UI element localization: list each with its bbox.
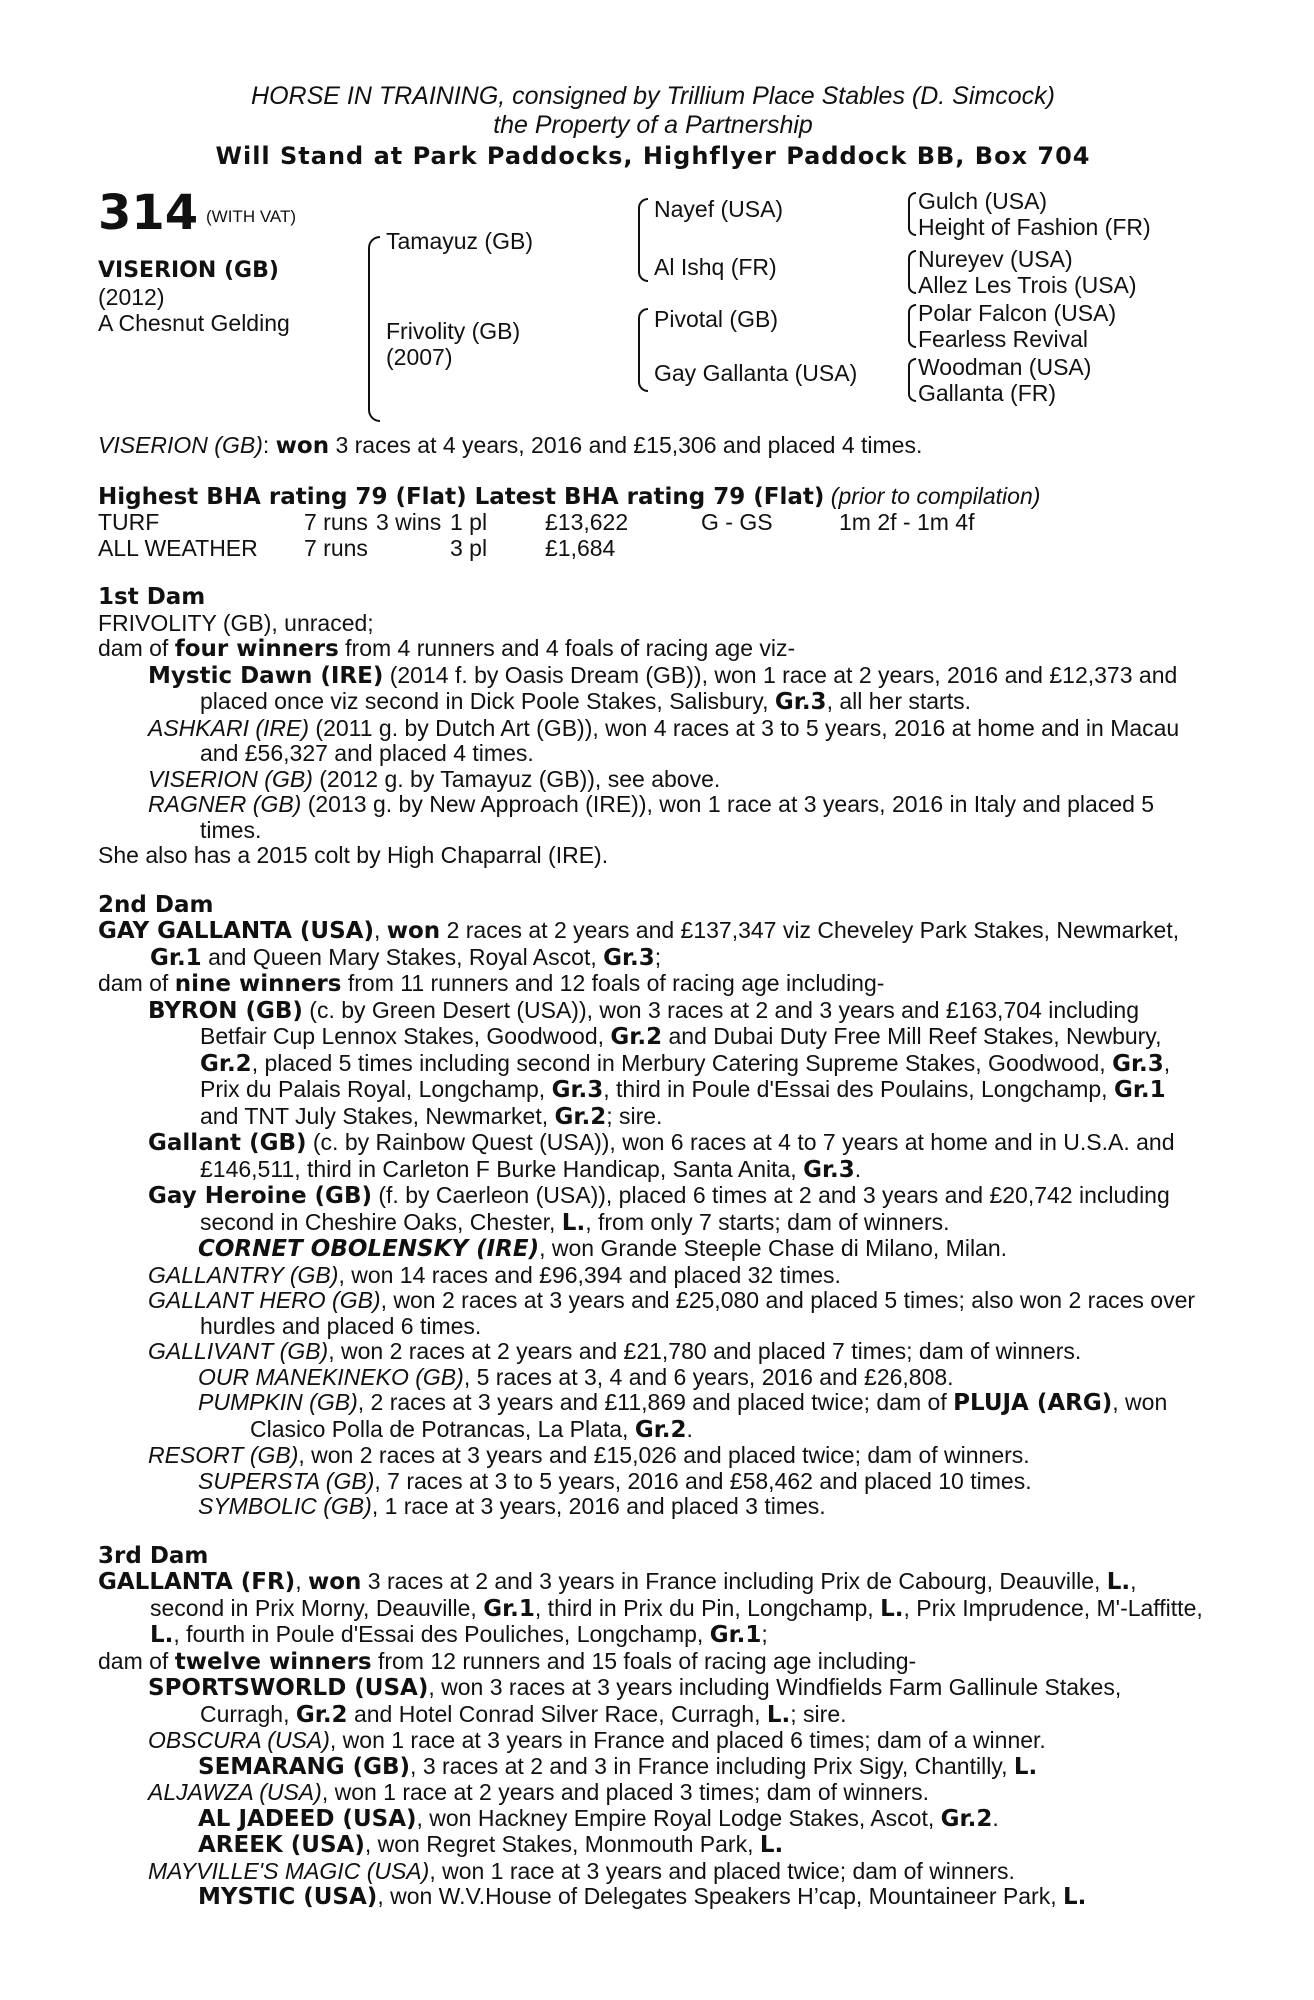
stats-row-aw: ALL WEATHER 7 runs 3 pl £1,684	[98, 534, 616, 561]
dam-name: Frivolity (GB)	[386, 318, 521, 344]
produce-gallant-hero: GALLANT HERO (GB), won 2 races at 3 years and £25,080 and placed 5 times; also won 2 races over hurdles and placed 6 times.	[148, 1287, 1196, 1339]
produce-ashkari: ASHKARI (IRE) (2011 g. by Dutch Art (GB)), won 4 races at 3 to 5 years, 2016 at home and in Macau and £56,327 and placed 4 times.	[148, 714, 1180, 766]
dam-dam-sire: Woodman (USA)	[918, 354, 1092, 380]
produce-gay-heroine: Gay Heroine (GB) (f. by Caerleon (USA)), placed 6 times at 2 and 3 years and £20,742 including second in Cheshire Oaks, Chester, L., from only 7 starts; dam of winners.	[148, 1182, 1170, 1236]
property-line: the Property of a Partnership	[493, 111, 813, 139]
horse-name: VISERION (GB)	[98, 258, 279, 283]
dam-dam: Gay Gallanta (USA)	[654, 360, 858, 386]
pedigree-block	[98, 185, 1208, 433]
stats-row-turf: TURF 7 runs 3 wins 1 pl £13,622 G - GS 1m 2f - 1m 4f	[98, 509, 975, 535]
summary-line: VISERION (GB): won 3 races at 4 years, 2016 and £15,306 and placed 4 times.	[98, 432, 923, 459]
produce-obscura: OBSCURA (USA), won 1 race at 3 years in France and placed 6 times; dam of a winner.	[148, 1727, 1046, 1753]
produce-byron: BYRON (GB) (c. by Green Desert (USA)), won 3 races at 2 and 3 years and £163,704 including Betfair Cup Lennox Stakes, Goodwood, Gr.2 and Dubai Duty Free Mill Reef Stakes, Newbury, Gr.2, placed 5 times including second in Merbury Catering Supreme Stakes, Goodwood, Gr.3, Prix du Palais Royal, Longchamp, Gr.3, third in Poule d'Essai des Poulains, Longchamp, Gr.1 and TNT July Stakes, Newmarket, Gr.2; sire.	[148, 996, 1171, 1130]
brace-ds	[908, 304, 916, 348]
consignor-line: HORSE IN TRAINING, consigned by Trillium Place Stables (D. Simcock)	[251, 82, 1055, 110]
second-dam-record: GAY GALLANTA (USA), won 2 races at 2 years and £137,347 viz Cheveley Park Stakes, Newmarket, Gr.1 and Queen Mary Stakes, Royal Ascot, Gr.3;	[98, 917, 1180, 971]
produce-mystic: MYSTIC (USA), won W.V.House of Delegates Speakers H’cap, Mountaineer Park, L.	[198, 1883, 1087, 1910]
sire-dam: Al Ishq (FR)	[654, 254, 777, 280]
first-dam-produce: dam of four winners from 4 runners and 4 foals of racing age viz-	[98, 635, 796, 662]
foaling-year: (2012)	[98, 284, 165, 310]
third-dam-heading: 3rd Dam	[98, 1542, 209, 1569]
produce-our-manekineko: OUR MANEKINEKO (GB), 5 races at 3, 4 and 6 years, 2016 and £26,808.	[198, 1363, 954, 1390]
produce-areek: AREEK (USA), won Regret Stakes, Monmouth Park, L.	[198, 1831, 784, 1858]
produce-pumpkin: PUMPKIN (GB), 2 races at 3 years and £11,869 and placed twice; dam of PLUJA (ARG), won Clasico Polla de Potrancas, La Plata, Gr.2.	[198, 1389, 1168, 1443]
produce-gallantry: GALLANTRY (GB), won 14 races and £96,394 and placed 32 times.	[148, 1261, 841, 1288]
sire-sire: Nayef (USA)	[654, 196, 784, 222]
sire-dam-sire: Nureyev (USA)	[918, 246, 1073, 272]
vat-label: (WITH VAT)	[206, 207, 297, 226]
sire-sire-sire: Gulch (USA)	[918, 188, 1048, 214]
rating-line: Highest BHA rating 79 (Flat) Latest BHA rating 79 (Flat) (prior to compilation)	[98, 482, 1041, 510]
second-dam-heading: 2nd Dam	[98, 891, 214, 918]
dam-line-brace	[638, 308, 648, 392]
sire-line-brace	[638, 198, 648, 282]
first-dam-foal-note: She also has a 2015 colt by High Chaparral (IRE).	[98, 842, 609, 868]
produce-mystic-dawn: Mystic Dawn (IRE) (2014 f. by Oasis Dream (GB)), won 1 race at 2 years, 2016 and £12,373 and placed once viz second in Dick Poole Stakes, Salisbury, Gr.3, all her starts.	[148, 661, 1178, 715]
first-dam-heading: 1st Dam	[98, 584, 206, 610]
produce-al-jadeed: AL JADEED (USA), won Hackney Empire Royal Lodge Stakes, Ascot, Gr.2.	[198, 1804, 999, 1832]
third-dam-produce: dam of twelve winners from 12 runners and 15 foals of racing age including-	[98, 1647, 917, 1675]
produce-cornet-obolensky: CORNET OBOLENSKY (IRE), won Grande Steeple Chase di Milano, Milan.	[198, 1235, 1008, 1262]
brace-dd	[908, 358, 916, 402]
third-dam-record: GALLANTA (FR), won 3 races at 2 and 3 years in France including Prix de Cabourg, Deauville, L., second in Prix Morny, Deauville, Gr.1, third in Prix du Pin, Longchamp, L., Prix Imprudence, M'-Laffitte, L., fourth in Poule d'Essai des Pouliches, Longchamp, Gr.1;	[98, 1568, 1203, 1648]
dam-year: (2007)	[386, 344, 453, 370]
produce-ragner: RAGNER (GB) (2013 g. by New Approach (IRE)), won 1 race at 3 years, 2016 in Italy and placed 5 times.	[148, 791, 1155, 843]
produce-gallivant: GALLIVANT (GB), won 2 races at 2 years and £21,780 and placed 7 times; dam of winners.	[148, 1338, 1082, 1364]
stabling-line: Will Stand at Park Paddocks, Highflyer Paddock BB, Box 704	[215, 142, 1091, 170]
produce-viserion: VISERION (GB) (2012 g. by Tamayuz (GB)), see above.	[148, 765, 721, 792]
produce-sportsworld: SPORTSWORLD (USA), won 3 races at 3 years including Windfields Farm Gallinule Stakes, Curragh, Gr.2 and Hotel Conrad Silver Race, Curragh, L.; sire.	[148, 1674, 1122, 1728]
sire-dam-dam: Allez Les Trois (USA)	[918, 272, 1137, 298]
produce-aljawza: ALJAWZA (USA), won 1 race at 2 years and placed 3 times; dam of winners.	[148, 1779, 930, 1805]
race-record	[98, 433, 1208, 1911]
second-dam-produce: dam of nine winners from 11 runners and 12 foals of racing age including-	[98, 970, 885, 997]
lot-number: 314	[98, 185, 199, 241]
dam-sire: Pivotal (GB)	[654, 306, 778, 332]
produce-resort: RESORT (GB), won 2 races at 3 years and £15,026 and placed twice; dam of winners.	[148, 1442, 1030, 1468]
dam-dam-dam: Gallanta (FR)	[918, 380, 1057, 406]
sire-name: Tamayuz (GB)	[386, 228, 533, 254]
horse-description: A Chesnut Gelding	[98, 310, 290, 336]
dam-sire-dam: Fearless Revival	[918, 326, 1088, 352]
main-pedigree-brace	[368, 236, 380, 422]
brace-sd	[908, 250, 916, 294]
produce-symbolic: SYMBOLIC (GB), 1 race at 3 years, 2016 and placed 3 times.	[198, 1493, 826, 1519]
produce-gallant: Gallant (GB) (c. by Rainbow Quest (USA)), won 6 races at 4 to 7 years at home and in U.S.A. and £146,511, third in Carleton F Burke Handicap, Santa Anita, Gr.3.	[148, 1129, 1175, 1183]
catalogue-page	[98, 82, 1208, 1911]
dam-sire-sire: Polar Falcon (USA)	[918, 300, 1117, 326]
produce-mayvilles-magic: MAYVILLE'S MAGIC (USA), won 1 race at 3 years and placed twice; dam of winners.	[148, 1857, 1015, 1884]
brace-ss	[908, 192, 916, 236]
produce-semarang: SEMARANG (GB), 3 races at 2 and 3 in France including Prix Sigy, Chantilly, L.	[198, 1752, 1038, 1780]
sire-sire-dam: Height of Fashion (FR)	[918, 214, 1151, 240]
first-dam-name: FRIVOLITY (GB), unraced;	[98, 609, 374, 636]
produce-supersta: SUPERSTA (GB), 7 races at 3 to 5 years, 2016 and £58,462 and placed 10 times.	[198, 1467, 1032, 1494]
